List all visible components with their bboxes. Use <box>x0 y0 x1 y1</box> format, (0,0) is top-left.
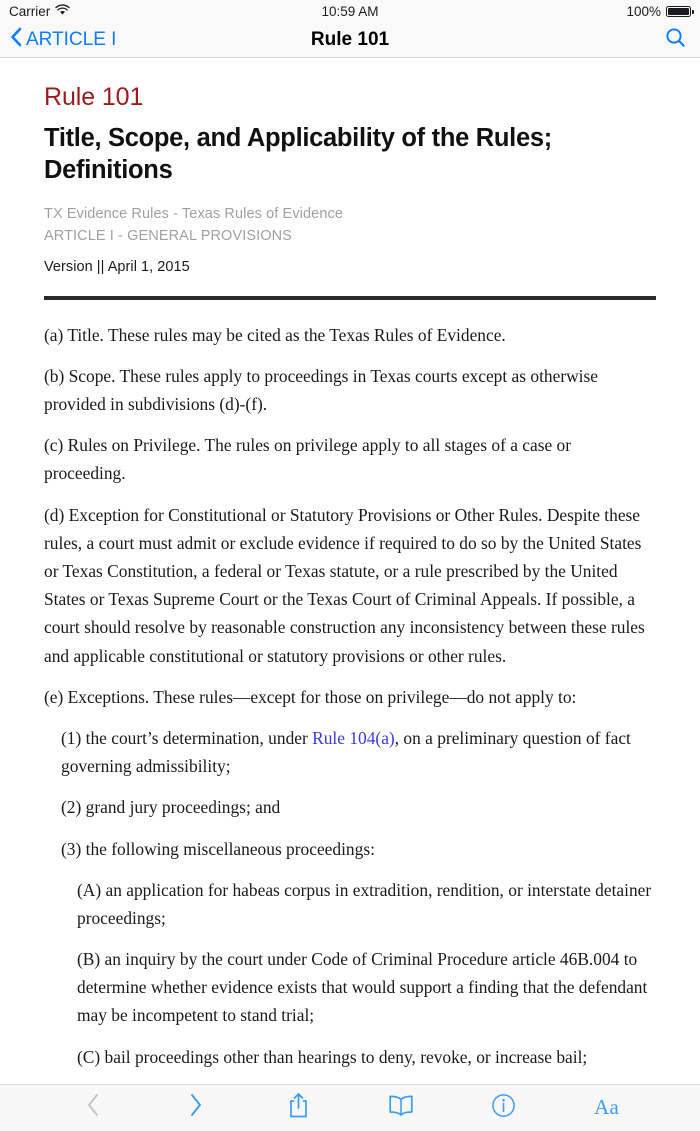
status-bar-left <box>9 4 70 19</box>
document-source-label: TX Evidence Rules - Texas Rules of Evidence <box>44 205 344 222</box>
status-bar-right <box>626 4 691 19</box>
bottom-toolbar <box>0 1084 700 1131</box>
book-icon <box>388 1094 414 1121</box>
document-version: Version || April 1, 2015 <box>44 258 190 275</box>
back-button-label: ARTICLE I <box>26 28 117 50</box>
document-rule-number: Rule 101 <box>44 83 144 111</box>
document-paragraph: (3) the following miscellaneous proceedings: <box>61 838 375 859</box>
chevron-left-icon <box>85 1092 102 1123</box>
share-button[interactable] <box>276 1088 322 1128</box>
carrier-label: Carrier <box>9 3 51 19</box>
chevron-right-icon <box>187 1092 204 1123</box>
document-paragraph: (B) an inquiry by the court under Code of Criminal Procedure article 46B.004 to determine whether evidence exists that would support a finding that the defendant may be incompetent to stand trial; <box>77 949 648 1026</box>
share-icon <box>288 1092 309 1124</box>
document-title: Title, Scope, and Applicability of the Rules; Definitions <box>44 123 552 185</box>
status-bar <box>0 0 700 22</box>
next-button[interactable] <box>173 1088 219 1128</box>
battery-fill <box>668 8 689 15</box>
document-paragraph: (2) grand jury proceedings; and <box>61 797 281 818</box>
text-size-button[interactable] <box>584 1088 630 1128</box>
paragraph-text: , on a preliminary question of fact governing admissibility; <box>61 727 631 777</box>
document-paragraph: (c) Rules on Privilege. The rules on privilege apply to all stages of a case or proceeding. <box>44 435 572 484</box>
wifi-icon <box>55 4 70 19</box>
document-paragraph: (e) Exceptions. These rules—except for those on privilege—do not apply to: <box>44 686 577 707</box>
document-content <box>0 58 700 1084</box>
battery-full-icon <box>666 6 691 17</box>
document-article-label: ARTICLE I - GENERAL PROVISIONS <box>44 228 292 245</box>
bookmark-button[interactable] <box>378 1088 424 1128</box>
page-title: Rule 101 <box>310 28 390 50</box>
search-icon <box>665 27 686 53</box>
document-divider <box>44 296 656 300</box>
document-paragraph: (C) bail proceedings other than hearings to deny, revoke, or increase bail; <box>77 1046 588 1067</box>
battery-percent-label: 100% <box>626 3 661 19</box>
document-paragraph: (b) Scope. These rules apply to proceedings in Texas courts except as otherwise provided in subdivisions (d)-(f). <box>44 365 598 415</box>
document-paragraph <box>61 724 656 780</box>
search-button[interactable] <box>665 27 686 53</box>
rule-reference-link[interactable]: Rule 104(a) <box>312 727 395 748</box>
info-button[interactable] <box>481 1088 527 1128</box>
paragraph-text: (1) the court’s determination, under <box>61 727 313 748</box>
document-paragraph: (a) Title. These rules may be cited as the Texas Rules of Evidence. <box>44 324 506 345</box>
status-bar-clock: 10:59 AM <box>321 3 379 19</box>
document-paragraph: (A) an application for habeas corpus in extradition, rendition, or interstate detainer proceedings; <box>77 879 652 928</box>
text-size-icon: Aa <box>594 1095 620 1120</box>
info-circle-icon <box>491 1093 516 1123</box>
document-body <box>44 321 656 1071</box>
previous-button <box>70 1088 116 1128</box>
chevron-left-icon <box>10 27 22 53</box>
document-paragraph: (d) Exception for Constitutional or Statutory Provisions or Other Rules. Despite these rules, a court must admit or exclude evidence if required to do so by the United States or Texas Constitution, a federal or Texas statute, or a rule prescribed by the United States or Texas Supreme Court or the Texas Court of Criminal Appeals. If possible, a court should resolve by reasonable construction any inconsistency between these rules and applicable constitutional or statutory provisions or other rules. <box>44 504 645 666</box>
back-button[interactable] <box>10 26 116 53</box>
navigation-bar <box>0 22 700 58</box>
document-metadata <box>44 203 656 248</box>
